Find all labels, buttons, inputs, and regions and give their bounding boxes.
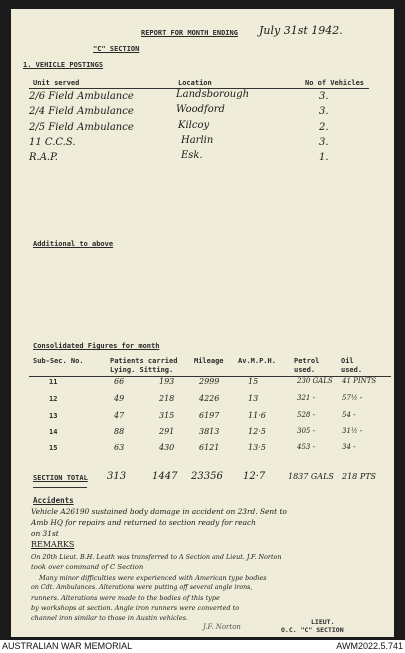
cell-sitting: 291 [159,427,175,436]
cell-petrol: 321 - [297,394,315,402]
cell-mph: 15 [248,377,259,386]
remarks-line: on Cdt. Ambulances. Alterations were putting off several angle irons, [31,584,253,591]
footer-accession-number: AWM2022.5.741 [336,641,403,651]
cell-sub: 11 [49,378,58,386]
cell-mph: 13·5 [248,443,266,452]
total-oil: 218 PTS [342,472,377,481]
cell-petrol: 305 - [297,427,315,435]
posting-vehicles: 2. [319,122,329,133]
total-underline [33,487,87,488]
signature-title: O.C. "C" SECTION [281,626,344,634]
total-petrol: 1837 GALS [288,472,334,481]
posting-location: Harlin [181,135,214,146]
posting-location: Kilcoy [178,120,210,131]
consolidated-heading: Consolidated Figures for month [33,342,160,350]
section-total-label: SECTION TOTAL [33,474,88,482]
remarks-line: took over command of C Section [31,563,144,571]
accidents-heading: Accidents [33,496,74,505]
consolidated-col-mileage: Mileage [194,357,224,365]
postings-col-vehicles: No of Vehicles [305,79,365,87]
cell-mileage: 6197 [199,411,220,420]
cell-sitting: 218 [159,394,175,403]
cell-oil: 31½ - [342,427,363,435]
cell-mileage: 4226 [199,394,220,403]
posting-vehicles: 3. [319,137,329,148]
cell-lying: 49 [114,394,125,403]
remarks-line: On 20th Lieut. B.H. Leath was transferred to A Section and Lieut. J.F. Norton [31,553,282,561]
posting-vehicles: 3. [319,106,329,117]
cell-mph: 12·5 [248,427,266,436]
section-heading: "C" SECTION [93,45,140,53]
cell-mph: 11·6 [248,411,266,420]
posting-unit: 2/6 Field Ambulance [29,91,134,102]
signature: J.F. Norton [203,623,241,631]
cell-mileage: 6121 [199,443,220,452]
cell-sub: 15 [49,444,58,452]
posting-vehicles: 1. [319,152,329,163]
cell-oil: 54 - [342,411,356,419]
remarks-line: runners. Alterations were made to the bodies of this type [31,594,220,602]
posting-location: Landsborough [176,89,250,100]
cell-lying: 47 [114,411,125,420]
cell-oil: 57½ - [342,394,363,402]
cell-oil: 34 - [342,443,356,451]
signature-rank: LIEUT. [311,618,335,626]
additional-heading: Additional to above [33,240,114,248]
accidents-line: Amb HQ for repairs and returned to section ready for reach [31,518,256,527]
total-lying: 313 [107,471,127,482]
cell-lying: 88 [114,427,125,436]
posting-vehicles: 3. [319,91,329,102]
cell-lying: 66 [114,377,125,386]
remarks-line: by workshops at section. Angle iron runners were converted to [31,604,240,612]
cell-mph: 13 [248,394,259,403]
remarks-line: Many minor difficulties were experienced with American type bodies [39,574,267,582]
cell-sub: 13 [49,412,58,420]
consolidated-col-oil: Oil used. [341,357,363,374]
consolidated-col-subsec: Sub-Sec. No. [33,357,84,365]
report-date: July 31st 1942. [259,24,343,37]
posting-unit: R.A.P. [29,152,58,163]
consolidated-col-patients: Patients carried Lying. Sitting. [110,357,178,374]
posting-location: Esk. [181,150,203,161]
document-page [11,9,394,637]
accidents-line: Vehicle A26190 sustained body damage in accident on 23rd. Sent to [31,507,287,516]
remarks-heading: REMARKS [31,540,75,549]
total-mph: 12·7 [243,471,266,482]
postings-col-unit: Unit served [33,79,80,87]
cell-petrol: 230 GALS [297,377,333,385]
posting-unit: 2/5 Field Ambulance [29,122,134,133]
cell-petrol: 528 - [297,411,315,419]
postings-col-location: Location [178,79,212,87]
accidents-line: on 31st [31,529,59,538]
cell-sub: 12 [49,395,58,403]
cell-sitting: 193 [159,377,175,386]
cell-sub: 14 [49,428,58,436]
posting-unit: 2/4 Field Ambulance [29,106,134,117]
cell-petrol: 453 - [297,443,315,451]
consolidated-col-petrol: Petrol used. [294,357,320,374]
footer-bar [0,640,405,653]
posting-unit: 11 C.C.S. [29,137,76,148]
remarks-line: channel iron similar to those in Austin vehicles. [31,614,188,622]
cell-mileage: 2999 [199,377,220,386]
cell-sitting: 315 [159,411,175,420]
report-title: REPORT FOR MONTH ENDING [141,29,238,37]
cell-sitting: 430 [159,443,175,452]
consolidated-col-avmph: Av.M.P.H. [238,357,276,365]
cell-oil: 41 PINTS [342,377,377,385]
postings-heading: 1. VEHICLE POSTINGS [23,61,104,69]
total-sitting: 1447 [152,471,178,482]
cell-lying: 63 [114,443,125,452]
posting-location: Woodford [176,104,225,115]
cell-mileage: 3813 [199,427,220,436]
footer-institution: AUSTRALIAN WAR MEMORIAL [2,641,133,651]
total-mileage: 23356 [191,471,223,482]
